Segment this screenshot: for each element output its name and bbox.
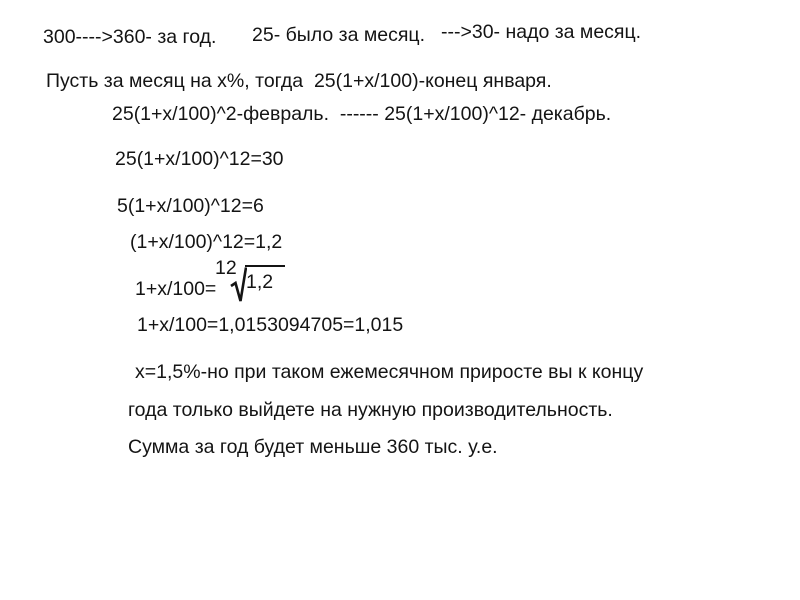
given-year-text: 300---->360- за год. [43,26,217,48]
equation-simplified-text: 5(1+x/100)^12=6 [117,195,264,217]
conclusion-line2-text: года только выйдете на нужную производительность. [128,399,613,421]
conclusion-line3-text: Сумма за год будет меньше 360 тыс. у.е. [128,436,498,458]
given-month-was-text: 25- было за месяц. [252,24,425,46]
equation-reduced-text: (1+x/100)^12=1,2 [130,231,283,253]
root-index-text: 12 [215,257,237,279]
assumption-text: Пусть за месяц на x%, тогда 25(1+x/100)-конец января. [46,70,552,92]
given-month-need-text: --->30- надо за месяц. [441,21,642,43]
progression-text: 25(1+x/100)^2-февраль. ------ 25(1+x/100)^12- декабрь. [112,103,612,125]
conclusion-line1-text: x=1,5%-но при таком ежемесячном приросте вы к концу [135,361,644,383]
root-equation-lhs-text: 1+x/100= [135,278,217,300]
root-value-text: 1+x/100=1,0153094705=1,015 [137,314,404,336]
root-radicand-text: 1,2 [245,265,285,293]
equation-main-text: 25(1+x/100)^12=30 [115,148,284,170]
